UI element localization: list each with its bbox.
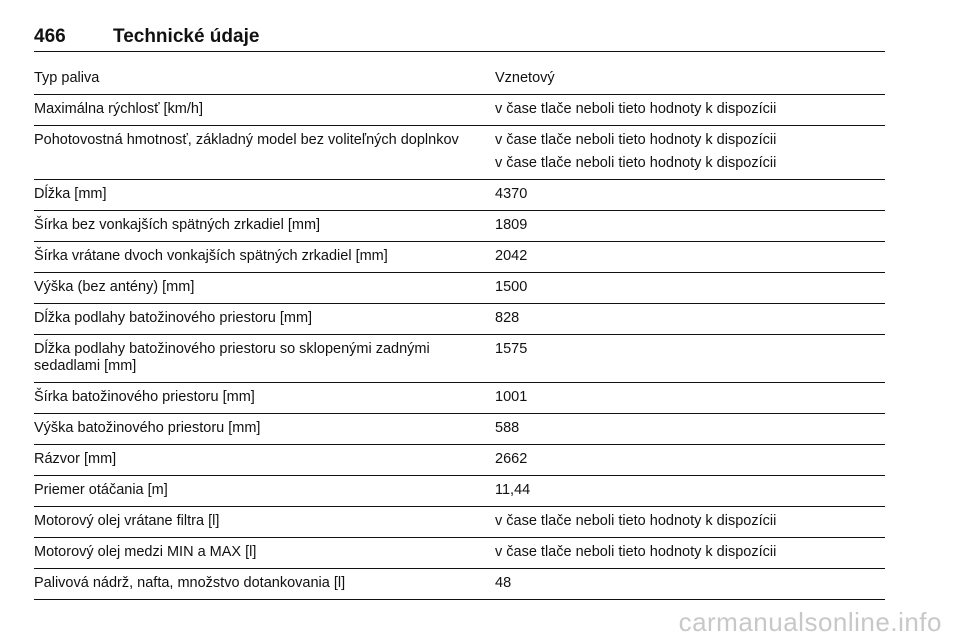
spec-value: 1500 <box>495 279 528 295</box>
page-title: Technické údaje <box>113 26 260 47</box>
table-row <box>34 335 885 383</box>
spec-value-cell <box>495 132 885 172</box>
spec-value: 4370 <box>495 186 528 202</box>
spec-value: 1809 <box>495 217 528 233</box>
spec-value: v čase tlače neboli tieto hodnoty k dispozícii <box>495 513 777 529</box>
spec-value: v čase tlače neboli tieto hodnoty k dispozícii <box>495 155 777 171</box>
spec-label: Priemer otáčania [m] <box>34 482 168 498</box>
spec-label: Výška batožinového priestoru [mm] <box>34 420 261 436</box>
spec-label: Dĺžka podlahy batožinového priestoru [mm] <box>34 310 313 326</box>
spec-value: v čase tlače neboli tieto hodnoty k dispozícii <box>495 544 777 560</box>
spec-value-cell <box>495 513 885 530</box>
table-row <box>34 273 885 304</box>
table-row <box>34 64 885 95</box>
spec-label: Maximálna rýchlosť [km/h] <box>34 101 204 117</box>
table-row <box>34 126 885 180</box>
spec-value-cell <box>495 310 885 327</box>
spec-label: Typ paliva <box>34 70 100 86</box>
table-row <box>34 507 885 538</box>
table-row <box>34 414 885 445</box>
spec-value: 1001 <box>495 389 528 405</box>
table-row <box>34 242 885 273</box>
spec-value: 588 <box>495 420 520 436</box>
spec-label: Palivová nádrž, nafta, množstvo dotankovania [l] <box>34 575 346 591</box>
table-row <box>34 383 885 414</box>
spec-label: Šírka batožinového priestoru [mm] <box>34 389 255 405</box>
table-row <box>34 180 885 211</box>
spec-label: Šírka vrátane dvoch vonkajších spätných zrkadiel [mm] <box>34 248 388 264</box>
spec-value-cell <box>495 217 885 234</box>
spec-value-cell <box>495 101 885 118</box>
table-row <box>34 211 885 242</box>
spec-label: Výška (bez antény) [mm] <box>34 279 195 295</box>
watermark: carmanualsonline.info <box>678 607 942 637</box>
table-row <box>34 95 885 126</box>
spec-value: 2662 <box>495 451 528 467</box>
spec-value: 11,44 <box>495 482 531 498</box>
spec-label: Motorový olej medzi MIN a MAX [l] <box>34 544 257 560</box>
page-number: 466 <box>34 26 66 47</box>
spec-value-cell <box>495 544 885 561</box>
spec-value-cell <box>495 279 885 296</box>
spec-value-cell <box>495 451 885 468</box>
spec-label: Dĺžka podlahy batožinového priestoru so sklopenými zadnými sedadlami [mm] <box>34 341 430 374</box>
spec-label: Šírka bez vonkajších spätných zrkadiel [mm] <box>34 217 321 233</box>
table-row <box>34 476 885 507</box>
spec-value-cell <box>495 186 885 203</box>
spec-value-cell <box>495 248 885 265</box>
spec-value: 828 <box>495 310 520 326</box>
spec-table <box>34 64 885 600</box>
spec-value: v čase tlače neboli tieto hodnoty k dispozícii <box>495 101 777 117</box>
page-header <box>34 24 885 52</box>
table-row <box>34 445 885 476</box>
table-row <box>34 304 885 335</box>
spec-value-cell <box>495 482 885 499</box>
spec-value-cell <box>495 575 885 592</box>
spec-value-cell <box>495 389 885 406</box>
spec-value-cell <box>495 420 885 437</box>
spec-value: Vznetový <box>495 70 555 86</box>
spec-value: 1575 <box>495 341 528 357</box>
spec-label: Motorový olej vrátane filtra [l] <box>34 513 220 529</box>
spec-value-cell <box>495 341 885 375</box>
spec-label: Dĺžka [mm] <box>34 186 107 202</box>
table-row <box>34 538 885 569</box>
spec-value: 2042 <box>495 248 528 264</box>
spec-label: Pohotovostná hmotnosť, základný model bez voliteľných doplnkov <box>34 132 459 148</box>
spec-value-cell <box>495 70 885 87</box>
spec-value: v čase tlače neboli tieto hodnoty k dispozícii <box>495 132 777 148</box>
spec-value: 48 <box>495 575 512 591</box>
table-row <box>34 569 885 600</box>
spec-label: Rázvor [mm] <box>34 451 117 467</box>
